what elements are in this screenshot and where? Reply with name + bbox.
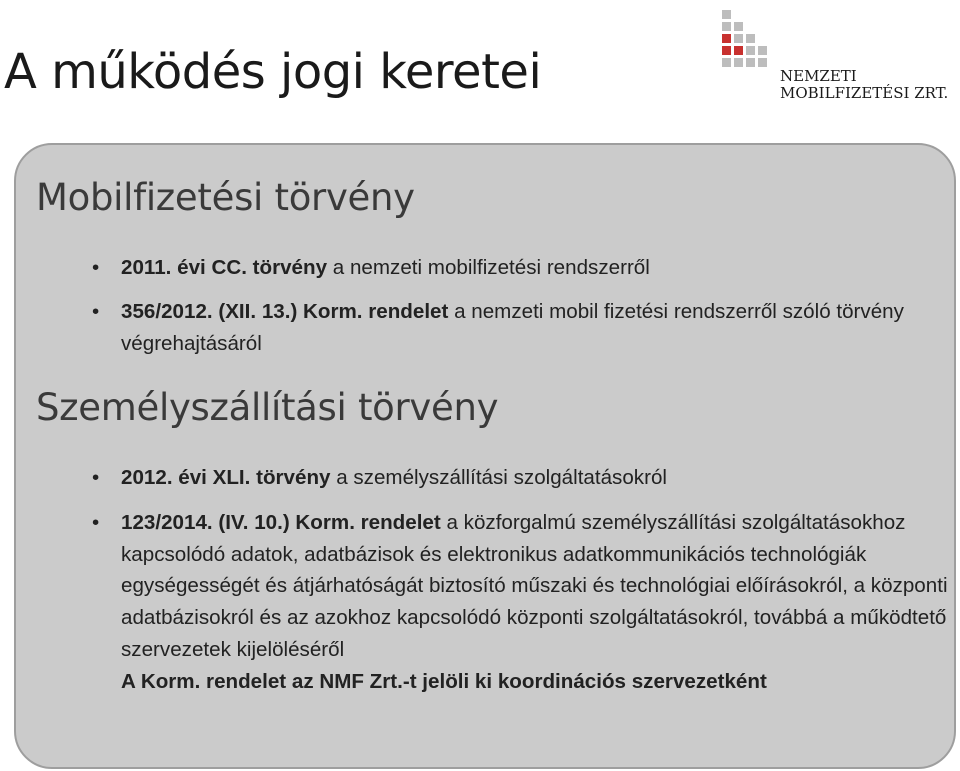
company-logo — [712, 6, 952, 126]
law-reference: 356/2012. (XII. 13.) Korm. rendelet — [121, 300, 449, 323]
section-heading-passenger-transport: Személyszállítási törvény — [36, 386, 499, 429]
law-description: a nemzeti mobilfizetési rendszerről — [327, 256, 650, 279]
list-item — [121, 507, 951, 697]
law-reference: 2012. évi XLI. törvény — [121, 466, 331, 489]
law-reference: 123/2014. (IV. 10.) Korm. rendelet — [121, 511, 441, 534]
logo-line-2: MOBILFIZETÉSI ZRT. — [780, 84, 949, 102]
list-item — [121, 296, 951, 359]
law-description: a közforgalmú személyszállítási szolgáltatásokhoz kapcsolódó adatok, adatbázisok és elektronikus adatkommunikációs technológiák egységességét és átjárhatóságát biztosító műszaki és technológiai előírásokról, a központi adatbázisokról és az azokhoz kapcsolódó központi szolgáltatásokról, továbbá a működtető szervezetek kijelöléséről — [121, 511, 948, 661]
logo-line-1: NEMZETI — [780, 67, 857, 85]
list-item — [121, 462, 951, 494]
law-reference: 2011. évi CC. törvény — [121, 256, 328, 279]
logo-mark-icon — [712, 6, 952, 76]
section-heading-mobile-payment: Mobilfizetési törvény — [36, 176, 415, 219]
law-description: a személyszállítási szolgáltatásokról — [330, 466, 667, 489]
page-title: A működés jogi keretei — [4, 44, 542, 100]
law-description: a nemzeti mobil fizetési rendszerről szóló törvény végrehajtásáról — [121, 300, 904, 355]
list-item — [121, 252, 951, 284]
coordination-note: A Korm. rendelet az NMF Zrt.-t jelöli ki koordinációs szervezetként — [121, 669, 767, 693]
logo-wordmark — [780, 68, 948, 102]
